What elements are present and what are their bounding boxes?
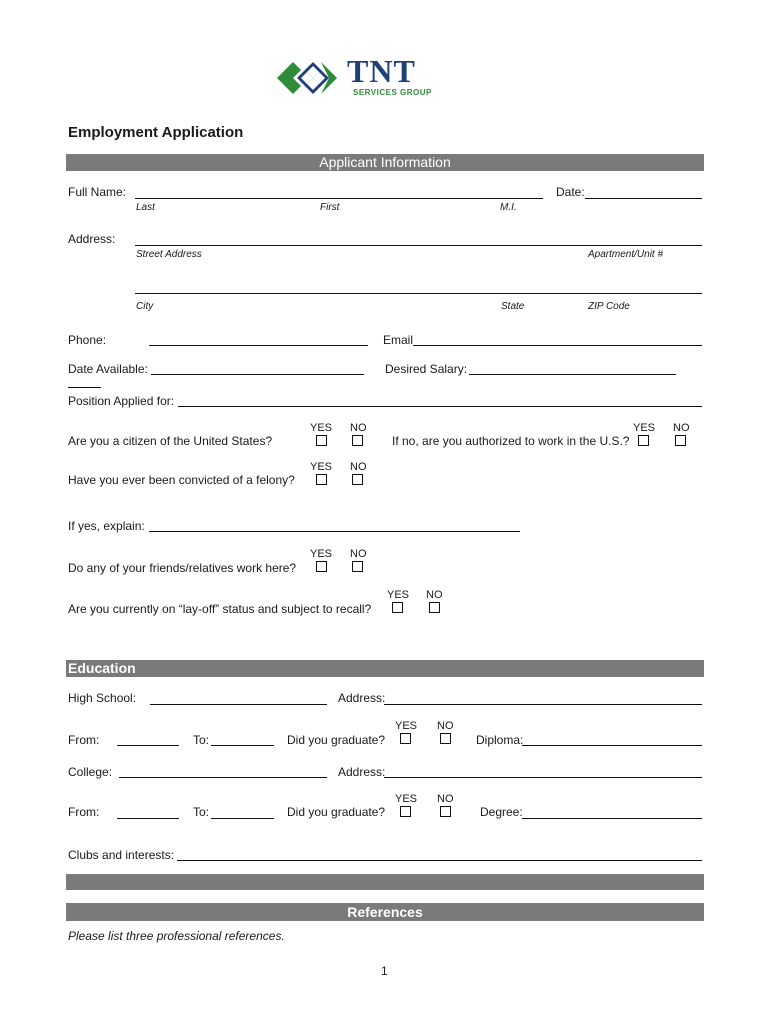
hs-from-label: From: xyxy=(68,733,100,747)
references-note: Please list three professional references. xyxy=(68,929,285,943)
clubs-line[interactable] xyxy=(177,860,702,861)
layoff-yes-checkbox[interactable] xyxy=(392,602,403,613)
full-name-label: Full Name: xyxy=(68,185,127,199)
college-line[interactable] xyxy=(119,777,327,778)
mi-caption: M.I. xyxy=(500,202,517,213)
college-to-line[interactable] xyxy=(211,818,274,819)
college-no-label: NO xyxy=(437,793,454,805)
authorized-question: If no, are you authorized to work in the U.S.? xyxy=(392,434,630,448)
hs-to-label: To: xyxy=(193,733,210,747)
street-caption: Street Address xyxy=(136,249,202,260)
date-available-line-wrap[interactable] xyxy=(68,387,101,388)
authorized-no-label: NO xyxy=(673,422,690,434)
degree-label: Degree: xyxy=(480,805,523,819)
if-yes-label: If yes, explain: xyxy=(68,519,145,533)
city-caption: City xyxy=(136,301,154,312)
hs-yes-checkbox[interactable] xyxy=(400,733,411,744)
layoff-question: Are you currently on “lay-off” status and subject to recall? xyxy=(68,602,372,616)
desired-salary-line[interactable] xyxy=(469,374,676,375)
street-address-line[interactable] xyxy=(135,245,702,246)
last-caption: Last xyxy=(136,202,155,213)
high-school-line[interactable] xyxy=(150,704,327,705)
section-education: Education xyxy=(66,660,704,677)
felony-no-label: NO xyxy=(350,461,367,473)
clubs-label: Clubs and interests: xyxy=(68,848,175,862)
degree-line[interactable] xyxy=(522,818,702,819)
phone-label: Phone: xyxy=(68,333,107,347)
date-available-label: Date Available: xyxy=(68,362,148,376)
if-yes-line[interactable] xyxy=(149,531,520,532)
logo-subtitle: SERVICES GROUP xyxy=(353,88,432,97)
logo-mark-icon xyxy=(273,54,343,102)
hs-from-line[interactable] xyxy=(117,745,179,746)
relatives-yes-checkbox[interactable] xyxy=(316,561,327,572)
full-name-line[interactable] xyxy=(135,198,543,199)
college-from-line[interactable] xyxy=(117,818,179,819)
felony-yes-checkbox[interactable] xyxy=(316,474,327,485)
college-yes-checkbox[interactable] xyxy=(400,806,411,817)
authorized-yes-checkbox[interactable] xyxy=(638,435,649,446)
apt-caption: Apartment/Unit # xyxy=(588,249,664,260)
hs-graduate-question: Did you graduate? xyxy=(287,733,386,747)
separator-bar xyxy=(66,874,704,890)
email-label: Email xyxy=(383,333,414,347)
layoff-yes-label: YES xyxy=(387,589,410,601)
date-line[interactable] xyxy=(585,198,702,199)
high-school-address-label: Address: xyxy=(338,691,386,705)
date-available-line[interactable] xyxy=(151,374,364,375)
felony-yes-label: YES xyxy=(310,461,333,473)
city-line[interactable] xyxy=(135,293,702,294)
desired-salary-label: Desired Salary: xyxy=(385,362,468,376)
college-yes-label: YES xyxy=(395,793,418,805)
relatives-question: Do any of your friends/relatives work here? xyxy=(68,561,297,575)
high-school-label: High School: xyxy=(68,691,137,705)
college-address-label: Address: xyxy=(338,765,386,779)
layoff-no-label: NO xyxy=(426,589,443,601)
position-label: Position Applied for: xyxy=(68,394,175,408)
citizen-yes-checkbox[interactable] xyxy=(316,435,327,446)
college-to-label: To: xyxy=(193,805,210,819)
company-logo xyxy=(273,54,443,102)
section-references: References xyxy=(66,903,704,921)
address-label: Address: xyxy=(68,232,116,246)
section-applicant-information: Applicant Information xyxy=(66,154,704,171)
phone-line[interactable] xyxy=(149,345,368,346)
page-title: Employment Application xyxy=(68,124,244,141)
college-graduate-question: Did you graduate? xyxy=(287,805,386,819)
position-line[interactable] xyxy=(178,406,702,407)
page-number: 1 xyxy=(381,964,388,978)
hs-yes-label: YES xyxy=(395,720,418,732)
hs-no-checkbox[interactable] xyxy=(440,733,451,744)
diploma-line[interactable] xyxy=(522,745,702,746)
first-caption: First xyxy=(320,202,340,213)
date-label: Date: xyxy=(556,185,585,199)
authorized-no-checkbox[interactable] xyxy=(675,435,686,446)
relatives-yes-label: YES xyxy=(310,548,333,560)
citizen-question: Are you a citizen of the United States? xyxy=(68,434,273,448)
relatives-no-label: NO xyxy=(350,548,367,560)
hs-no-label: NO xyxy=(437,720,454,732)
college-label: College: xyxy=(68,765,113,779)
high-school-address-line[interactable] xyxy=(384,704,702,705)
zip-caption: ZIP Code xyxy=(588,301,630,312)
citizen-yes-label: YES xyxy=(310,422,333,434)
logo-name: TNT xyxy=(347,53,416,89)
hs-to-line[interactable] xyxy=(211,745,274,746)
citizen-no-checkbox[interactable] xyxy=(352,435,363,446)
college-no-checkbox[interactable] xyxy=(440,806,451,817)
citizen-no-label: NO xyxy=(350,422,367,434)
felony-no-checkbox[interactable] xyxy=(352,474,363,485)
felony-question: Have you ever been convicted of a felony? xyxy=(68,473,295,487)
diploma-label: Diploma: xyxy=(476,733,524,747)
authorized-yes-label: YES xyxy=(633,422,656,434)
relatives-no-checkbox[interactable] xyxy=(352,561,363,572)
state-caption: State xyxy=(501,301,525,312)
layoff-no-checkbox[interactable] xyxy=(429,602,440,613)
email-line[interactable] xyxy=(413,345,702,346)
college-from-label: From: xyxy=(68,805,100,819)
college-address-line[interactable] xyxy=(384,777,702,778)
